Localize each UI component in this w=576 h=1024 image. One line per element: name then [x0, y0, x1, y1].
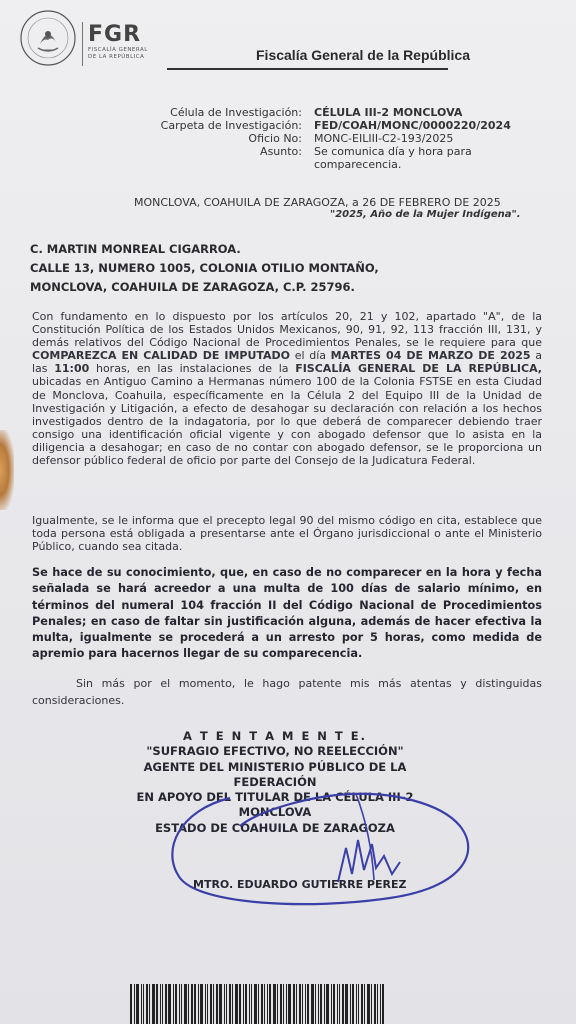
signature-mark [160, 770, 480, 920]
celula-label: Célula de Investigación: [170, 106, 302, 119]
meta-row-asunto [150, 145, 520, 158]
year-motto: "2025, Año de la Mujer Indígena". [330, 209, 521, 220]
barcode-bar [216, 984, 218, 1024]
barcode-bar [307, 984, 309, 1024]
barcode-bar [173, 984, 174, 1024]
fgr-abbreviation: FGR [88, 22, 142, 47]
p1-text-a: Con fundamento en lo dispuesto por los artículos 20, 21 y 102, apartado "A", de la Constitución Política de los Estados Unidos Mexicanos, 90, 91, 92, 113 fracción III, 131, y demás relativos del Código Nacional de Procedimientos Penales, se le requiere para que [32, 310, 542, 350]
barcode-bar [280, 984, 282, 1024]
barcode-bar [324, 984, 325, 1024]
barcode-bar [205, 984, 206, 1024]
barcode-bar [261, 984, 263, 1024]
barcode-bar [207, 984, 208, 1024]
fgr-name-line-2: DE LA REPÚBLICA [88, 54, 145, 60]
mexico-seal-icon [18, 8, 78, 68]
recipient-city: MONCLOVA, COAHUILA DE ZARAGOZA, C.P. 25796. [30, 280, 355, 294]
barcode-bar [181, 984, 182, 1024]
atentamente: A T E N T A M E N T E. [183, 729, 367, 743]
barcode-bar [149, 984, 150, 1024]
logo-divider [82, 22, 83, 66]
meta-row-oficio [150, 132, 520, 145]
barcode-bar [134, 984, 135, 1024]
barcode-bar [210, 984, 212, 1024]
barcode-bar [224, 984, 225, 1024]
case-metadata [150, 106, 520, 171]
barcode-bar [156, 984, 158, 1024]
barcode-bar [293, 984, 295, 1024]
carpeta-value: FED/COAH/MONC/0000220/2024 [314, 119, 511, 132]
barcode-bar [143, 984, 144, 1024]
barcode-bar [361, 984, 363, 1024]
celula-value: CÉLULA III-2 MONCLOVA [314, 106, 463, 119]
barcode-bar [337, 984, 338, 1024]
meta-row-celula [150, 106, 520, 119]
barcode-bar [299, 984, 301, 1024]
barcode-bar [267, 984, 268, 1024]
meta-row-carpeta [150, 119, 520, 132]
barcode-bar [305, 984, 306, 1024]
barcode [130, 984, 495, 1024]
barcode-bar [219, 984, 222, 1024]
barcode-bar [382, 984, 384, 1024]
barcode-bar [141, 984, 142, 1024]
barcode-bar [188, 984, 189, 1024]
barcode-bar [160, 984, 161, 1024]
barcode-bar [345, 984, 348, 1024]
asunto-label: Asunto: [260, 145, 302, 158]
barcode-bar [162, 984, 163, 1024]
barcode-bar [194, 984, 196, 1024]
p1-text-g: horas, en las instalaciones de la [89, 362, 296, 376]
barcode-bar [226, 984, 227, 1024]
barcode-bar [277, 984, 278, 1024]
p1-time: 11:00 [54, 362, 90, 376]
closing-line-1: AGENTE DEL MINISTERIO PÚBLICO DE LA FEDERACIÓN [143, 759, 407, 789]
obligation-paragraph: Igualmente, se le informa que el precepto legal 90 del mismo código en cita, establece que toda persona está obligada a presentarse ante el Órgano jurisdiccional o ante el Ministerio Público, cuando sea citada. [32, 514, 542, 554]
p1-text-i: ubicadas en Antiguo Camino a Hermanas número 100 de la Colonia FSTSE en esta Ciudad de Monclova, Coahuila, específicamente en la Célula 2 del Equipo III de la Unidad de Investigación y Litigación, a efecto de desahogar su declaración con relación a los hechos investigados dentro de la indagatoria, por lo que deberá de comparecer debiendo traer consigo una identificación oficial vigente y con abogado defensor que lo asista en la diligencia a desahogar; en caso de no contar con abogado defensor, se le proporciona un defensor público federal de oficio por parte del Consejo de la Judicatura Federal. [32, 375, 542, 468]
barcode-bar [352, 984, 354, 1024]
barcode-bar [249, 984, 250, 1024]
barcode-bar [239, 984, 241, 1024]
barcode-bar [184, 984, 187, 1024]
barcode-bar [315, 984, 316, 1024]
barcode-bar [342, 984, 344, 1024]
summons-paragraph [32, 310, 542, 467]
barcode-bar [165, 984, 167, 1024]
barcode-bar [136, 984, 139, 1024]
barcode-bar [326, 984, 329, 1024]
closing-line-2: EN APOYO DEL TITULAR DE LA CÉLULA III-2 MONCLOVA [136, 790, 414, 820]
barcode-bar [264, 984, 265, 1024]
barcode-bar [339, 984, 340, 1024]
signer-name: MTRO. EDUARDO GUTIERRE PEREZ [193, 878, 407, 891]
barcode-bar [258, 984, 259, 1024]
barcode-bar [200, 984, 203, 1024]
asunto-value-2: comparecencia. [314, 158, 402, 171]
barcode-bar [198, 984, 199, 1024]
barcode-bar [356, 984, 357, 1024]
barcode-bar [350, 984, 351, 1024]
barcode-bar [146, 984, 148, 1024]
barcode-bar [254, 984, 257, 1024]
oficio-value: MONC-EILIII-C2-193/2025 [314, 132, 454, 145]
barcode-bar [168, 984, 171, 1024]
closing-motto: "SUFRAGIO EFECTIVO, NO REELECCIÓN" [146, 744, 404, 759]
barcode-bar [377, 984, 378, 1024]
barcode-bar [232, 984, 233, 1024]
barcode-bar [245, 984, 247, 1024]
p1-text-c: el día [290, 349, 331, 363]
p1-text-e: a las [32, 349, 542, 376]
barcode-bar [283, 984, 284, 1024]
recipient-block [30, 240, 379, 297]
barcode-bar [179, 984, 180, 1024]
barcode-bar [130, 984, 132, 1024]
asunto-value-1: Se comunica día y hora para [314, 145, 472, 158]
barcode-bar [302, 984, 303, 1024]
recipient-name: C. MARTIN MONREAL CIGARROA. [30, 242, 241, 256]
barcode-bar [318, 984, 319, 1024]
barcode-bar [371, 984, 372, 1024]
oficio-label: Oficio No: [248, 132, 302, 145]
barcode-bar [364, 984, 365, 1024]
barcode-bar [333, 984, 335, 1024]
barcode-bar [243, 984, 244, 1024]
barcode-bar [269, 984, 271, 1024]
barcode-bar [311, 984, 314, 1024]
asunto-spacer [150, 158, 314, 171]
penalty-paragraph: Se hace de su conocimiento, que, en caso de no comparecer en la hora y fecha señalada se hará acreedor a una multa de 100 días de salario mínimo, en términos del numeral 104 fracción II del Código Nacional de Procedimientos Penales; en caso de faltar sin justificación alguna, además de hacer efectiva la multa, igualmente se procederá a un arresto por 5 horas, como medida de apremio para hacernos llegar de su comparecencia. [32, 566, 542, 661]
place-date-line: MONCLOVA, COAHUILA DE ZARAGOZA, a 26 DE FEBRERO DE 2025 [134, 196, 501, 209]
fgr-logo [88, 22, 148, 61]
recipient-street: CALLE 13, NUMERO 1005, COLONIA OTILIO MONTAÑO, [30, 261, 379, 275]
barcode-bar [213, 984, 214, 1024]
barcode-bar [235, 984, 238, 1024]
barcode-bar [251, 984, 252, 1024]
barcode-bar [273, 984, 276, 1024]
barcode-bar [380, 984, 381, 1024]
meta-row-asunto-cont [150, 158, 520, 171]
barcode-bar [367, 984, 370, 1024]
barcode-bar [191, 984, 193, 1024]
p1-capacity: COMPAREZCA EN CALIDAD DE IMPUTADO [32, 349, 291, 363]
finger-edge [0, 430, 14, 510]
agency-title: Fiscalía General de la República [256, 47, 470, 63]
barcode-bar [175, 984, 177, 1024]
barcode-bar [288, 984, 291, 1024]
p1-date: MARTES 04 DE MARZO DE 2025 [330, 349, 531, 363]
farewell-paragraph: Sin más por el momento, le hago patente mis más atentas y distinguidas consideraciones. [32, 677, 542, 707]
carpeta-label: Carpeta de Investigación: [160, 119, 302, 132]
barcode-bar [296, 984, 297, 1024]
barcode-bar [286, 984, 287, 1024]
barcode-bar [358, 984, 359, 1024]
header-rule [167, 68, 448, 70]
barcode-bar [374, 984, 376, 1024]
fgr-name-line-1: FISCALÍA GENERAL [88, 47, 148, 53]
closing-line-3: ESTADO DE COAHUILA DE ZARAGOZA [155, 820, 395, 835]
barcode-bar [331, 984, 332, 1024]
barcode-bar [320, 984, 322, 1024]
barcode-bar [152, 984, 155, 1024]
p1-agency: FISCALÍA GENERAL DE LA REPÚBLICA, [295, 362, 542, 376]
barcode-bar [229, 984, 231, 1024]
